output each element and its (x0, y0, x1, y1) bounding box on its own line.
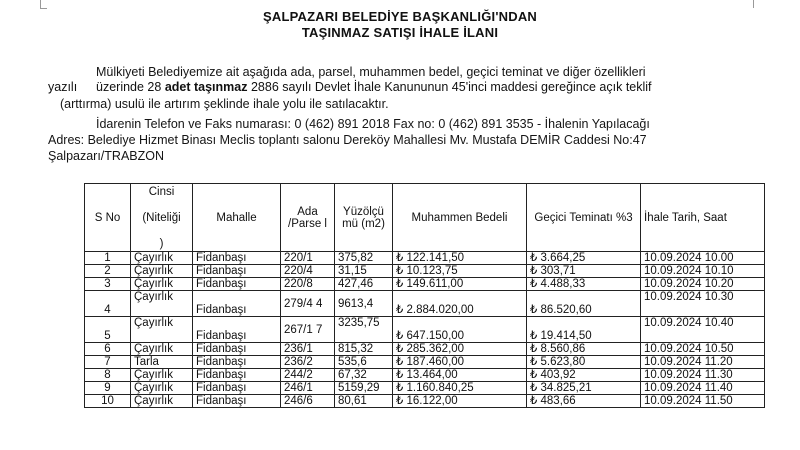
col-header-cinsi-bot: ) (159, 237, 164, 250)
cell-teminat: ₺ 3.664,25 (527, 252, 641, 265)
table-row (85, 278, 765, 291)
table-row (85, 395, 765, 408)
cell-yuzolcum: 67,32 (335, 369, 393, 382)
cell-teminat: ₺ 403,92 (527, 369, 641, 382)
cell-teminat: ₺ 4.488,33 (527, 278, 641, 291)
cell-ada: 246/6 (281, 395, 335, 408)
table-header-row (85, 184, 765, 252)
cell-yuzolcum: 535,6 (335, 356, 393, 369)
table-row (85, 317, 765, 343)
cell-ada: 267/1 7 (281, 317, 335, 343)
col-header-ada: Ada /Parse l (281, 184, 335, 252)
table-row (85, 265, 765, 278)
cell-sno: 10 (85, 395, 131, 408)
cell-yuzolcum: 375,82 (335, 252, 393, 265)
cell-sno: 2 (85, 265, 131, 278)
cell-sno: 9 (85, 382, 131, 395)
crop-mark-left (40, 0, 47, 9)
cell-cinsi: Tarla (131, 356, 193, 369)
cell-cinsi: Çayırlık (131, 343, 193, 356)
cell-muhammen: ₺ 2.884.020,00 (393, 291, 527, 317)
cell-ada: 236/1 (281, 343, 335, 356)
cell-ihale: 10.09.2024 10.50 (641, 343, 765, 356)
cell-ada: 236/2 (281, 356, 335, 369)
cell-muhammen: ₺ 1.160.840,25 (393, 382, 527, 395)
cell-ada: 220/8 (281, 278, 335, 291)
cell-teminat: ₺ 86.520,60 (527, 291, 641, 317)
cell-muhammen: ₺ 647.150,00 (393, 317, 527, 343)
col-header-teminat: Geçici Teminatı %3 (527, 184, 641, 252)
cell-mahalle: Fidanbaşı (193, 395, 281, 408)
cell-mahalle: Fidanbaşı (193, 291, 281, 317)
cell-ada: 220/4 (281, 265, 335, 278)
cell-sno: 7 (85, 356, 131, 369)
cell-teminat: ₺ 5.623,80 (527, 356, 641, 369)
intro-line-1: Mülkiyeti Belediyemize ait aşağıda ada, parsel, muhammen bedel, geçici teminat ve diğer özellikleri (96, 65, 646, 79)
cell-muhammen: ₺ 149.611,00 (393, 278, 527, 291)
cell-teminat: ₺ 34.825,21 (527, 382, 641, 395)
cell-ihale: 10.09.2024 11.40 (641, 382, 765, 395)
cell-muhammen: ₺ 122.141,50 (393, 252, 527, 265)
table-row (85, 291, 765, 317)
page-subtitle: TAŞINMAZ SATIŞI İHALE İLANI (301, 25, 499, 40)
cell-ada: 244/2 (281, 369, 335, 382)
cell-cinsi: Çayırlık (131, 369, 193, 382)
cell-ihale: 10.09.2024 10.20 (641, 278, 765, 291)
cell-mahalle: Fidanbaşı (193, 252, 281, 265)
cell-yuzolcum: 3235,75 (335, 317, 393, 343)
cell-yuzolcum: 9613,4 (335, 291, 393, 317)
cell-muhammen: ₺ 10.123,75 (393, 265, 527, 278)
table-row (85, 382, 765, 395)
intro-line-2-pre: üzerinde 28 (96, 80, 162, 94)
cell-cinsi: Çayırlık (131, 291, 193, 317)
cell-yuzolcum: 31,15 (335, 265, 393, 278)
cell-ihale: 10.09.2024 11.30 (641, 369, 765, 382)
cell-teminat: ₺ 19.414,50 (527, 317, 641, 343)
cell-cinsi: Çayırlık (131, 265, 193, 278)
cell-mahalle: Fidanbaşı (193, 278, 281, 291)
cell-ihale: 10.09.2024 10.40 (641, 317, 765, 343)
cell-mahalle: Fidanbaşı (193, 369, 281, 382)
cell-yuzolcum: 5159,29 (335, 382, 393, 395)
cell-mahalle: Fidanbaşı (193, 265, 281, 278)
page-title: ŞALPAZARI BELEDİYE BAŞKANLIĞI'NDAN (263, 9, 537, 24)
cell-ada: 279/4 4 (281, 291, 335, 317)
cell-cinsi: Çayırlık (131, 278, 193, 291)
cell-sno: 1 (85, 252, 131, 265)
col-header-muhammen: Muhammen Bedeli (393, 184, 527, 252)
crop-mark-right (753, 0, 760, 8)
cell-cinsi: Çayırlık (131, 382, 193, 395)
cell-yuzolcum: 80,61 (335, 395, 393, 408)
cell-ihale: 10.09.2024 11.50 (641, 395, 765, 408)
cell-cinsi: Çayırlık (131, 317, 193, 343)
cell-mahalle: Fidanbaşı (193, 356, 281, 369)
cell-ada: 220/1 (281, 252, 335, 265)
cell-teminat: ₺ 303,71 (527, 265, 641, 278)
intro-line-2 (96, 80, 766, 94)
cell-ihale: 10.09.2024 10.10 (641, 265, 765, 278)
cell-muhammen: ₺ 187.460,00 (393, 356, 527, 369)
property-table (84, 183, 765, 408)
cell-ihale: 10.09.2024 11.20 (641, 356, 765, 369)
col-header-cinsi-mid: (Niteliği (142, 211, 181, 224)
col-header-cinsi (131, 184, 193, 252)
cell-yuzolcum: 815,32 (335, 343, 393, 356)
cell-sno: 5 (85, 317, 131, 343)
cell-cinsi: Çayırlık (131, 252, 193, 265)
cell-ihale: 10.09.2024 10.30 (641, 291, 765, 317)
cell-ihale: 10.09.2024 10.00 (641, 252, 765, 265)
intro-line-2-bold: adet taşınmaz (164, 80, 248, 94)
cell-sno: 4 (85, 291, 131, 317)
cell-muhammen: ₺ 285.362,00 (393, 343, 527, 356)
intro-line-5: Adres: Belediye Hizmet Binası Meclis toplantı salonu Dereköy Mahallesi Mv. Mustafa DEMİR Caddesi No:47 (48, 133, 647, 147)
col-header-ihale: İhale Tarih, Saat (641, 184, 765, 252)
table-row (85, 343, 765, 356)
col-header-cinsi-top: Cinsi (148, 185, 175, 198)
intro-line-6: Şalpazarı/TRABZON (48, 149, 165, 163)
cell-sno: 3 (85, 278, 131, 291)
cell-muhammen: ₺ 16.122,00 (393, 395, 527, 408)
cell-teminat: ₺ 483,66 (527, 395, 641, 408)
table-row (85, 252, 765, 265)
cell-mahalle: Fidanbaşı (193, 382, 281, 395)
intro-line-4: İdarenin Telefon ve Faks numarası: 0 (462) 891 2018 Fax no: 0 (462) 891 3535 - İhalenin Yapılacağı (96, 117, 650, 131)
cell-cinsi: Çayırlık (131, 395, 193, 408)
cell-sno: 8 (85, 369, 131, 382)
table-row (85, 356, 765, 369)
cell-mahalle: Fidanbaşı (193, 343, 281, 356)
cell-ada: 246/1 (281, 382, 335, 395)
cell-mahalle: Fidanbaşı (193, 317, 281, 343)
intro-yazili: yazılı (48, 80, 78, 94)
intro-line-2-post: 2886 sayılı Devlet İhale Kanununun 45'inci maddesi gereğince açık teklif (250, 80, 652, 94)
cell-muhammen: ₺ 13.464,00 (393, 369, 527, 382)
cell-sno: 6 (85, 343, 131, 356)
col-header-yuzolcum: Yüzölçü mü (m2) (335, 184, 393, 252)
intro-line-3: (arttırma) usulü ile artırım şeklinde ihale yolu ile satılacaktır. (60, 97, 389, 111)
table-row (85, 369, 765, 382)
cell-teminat: ₺ 8.560,86 (527, 343, 641, 356)
cell-yuzolcum: 427,46 (335, 278, 393, 291)
col-header-sno: S No (85, 184, 131, 252)
col-header-mahalle: Mahalle (193, 184, 281, 252)
